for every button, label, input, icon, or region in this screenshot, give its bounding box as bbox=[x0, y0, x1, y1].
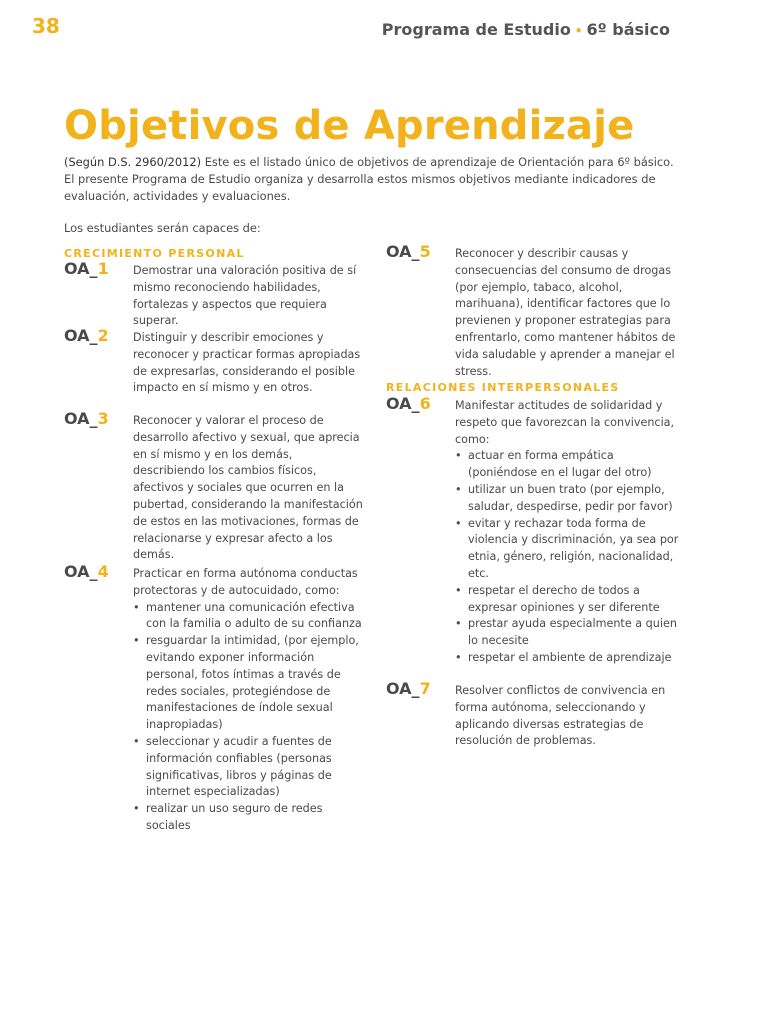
list-item: • seleccionar y acudir a fuentes de información confiables (personas significativas, libros y páginas de internet especializadas) bbox=[133, 734, 364, 801]
oa-code: OA_2 bbox=[64, 326, 109, 345]
oa-text: Distinguir y describir emociones y reconocer y practicar formas apropiadas de expresarlas, considerando el posible impacto en sí mismo y en otros. bbox=[133, 331, 361, 395]
oa-text: Demostrar una valoración positiva de sí mismo reconociendo habilidades, fortalezas y aspectos que requiera superar. bbox=[133, 264, 357, 328]
page-number: 38 bbox=[32, 14, 60, 38]
intro-reference: (Según D.S. 2960/2012) bbox=[64, 155, 202, 169]
oa-code: OA_5 bbox=[386, 242, 431, 261]
oa-text: Reconocer y valorar el proceso de desarrollo afectivo y sexual, que aprecia en sí mismo y en los demás, describiendo los cambios físicos, afectivos y sociales que ocurren en la pubertad, considerando la manifestación de estos en las motivaciones, formas de relacionarse y expresar afecto a los demás. bbox=[133, 414, 363, 562]
objective-oa2 bbox=[64, 326, 364, 397]
objective-oa6 bbox=[386, 394, 686, 667]
oa-code: OA_6 bbox=[386, 394, 431, 413]
oa-text: Manifestar actitudes de solidaridad y respeto que favorezcan la convivencia, como: bbox=[455, 399, 675, 446]
running-head bbox=[382, 20, 670, 39]
oa4-bullet-list bbox=[133, 600, 364, 835]
list-item: • actuar en forma empática (poniéndose en el lugar del otro) bbox=[455, 448, 686, 482]
objective-oa4 bbox=[64, 562, 364, 835]
separator-dot: • bbox=[574, 24, 583, 38]
list-item: • prestar ayuda especialmente a quien lo necesite bbox=[455, 616, 686, 650]
list-item: • resguardar la intimidad, (por ejemplo, evitando exponer información personal, fotos íntimas a través de redes sociales, protegiéndose de manifestaciones de índole sexual inapropiadas) bbox=[133, 633, 364, 734]
objective-oa1 bbox=[64, 259, 364, 330]
list-item: • mantener una comunicación efectiva con la familia o adulto de su confianza bbox=[133, 600, 364, 634]
list-item: • realizar un uso seguro de redes sociales bbox=[133, 801, 364, 835]
list-item: • utilizar un buen trato (por ejemplo, saludar, despedirse, pedir por favor) bbox=[455, 482, 686, 516]
page-title: Objetivos de Aprendizaje bbox=[64, 103, 635, 149]
objective-oa3 bbox=[64, 409, 364, 564]
oa-code: OA_7 bbox=[386, 679, 431, 698]
lead-sentence: Los estudiantes serán capaces de: bbox=[64, 221, 261, 235]
intro-paragraph bbox=[64, 154, 686, 205]
section-heading-personal: CRECIMIENTO PERSONAL bbox=[64, 247, 245, 260]
oa-text: Reconocer y describir causas y consecuencias del consumo de drogas (por ejemplo, tabaco, alcohol, marihuana), identificar factores que lo previenen y proponer estrategias para enfrentarlo, como mantener hábitos de vida saludable y aprender a manejar el stress. bbox=[455, 247, 676, 378]
list-item: • respetar el ambiente de aprendizaje bbox=[455, 650, 686, 667]
oa-code: OA_4 bbox=[64, 562, 109, 581]
intro-text: Este es el listado único de objetivos de aprendizaje de Orientación para 6º básico. El presente Programa de Estudio organiza y desarrolla estos mismos objetivos mediante indicadores de evaluación, actividades y evaluaciones. bbox=[64, 155, 674, 203]
program-name: Programa de Estudio bbox=[381, 20, 571, 39]
section-heading-interpersonal: RELACIONES INTERPERSONALES bbox=[386, 381, 620, 394]
oa-text: Resolver conflictos de convivencia en forma autónoma, seleccionando y aplicando diversas estrategias de resolución de problemas. bbox=[455, 684, 666, 748]
oa-text: Practicar en forma autónoma conductas protectoras y de autocuidado, como: bbox=[133, 567, 358, 597]
list-item: • respetar el derecho de todos a expresar opiniones y ser diferente bbox=[455, 583, 686, 617]
grade-label: 6º básico bbox=[586, 20, 670, 39]
objective-oa5 bbox=[386, 242, 686, 380]
list-item: • evitar y rechazar toda forma de violencia y discriminación, ya sea por etnia, género, religión, nacionalidad, etc. bbox=[455, 516, 686, 583]
oa-code: OA_3 bbox=[64, 409, 109, 428]
objective-oa7 bbox=[386, 679, 686, 750]
oa-code: OA_1 bbox=[64, 259, 109, 278]
oa6-bullet-list bbox=[455, 448, 686, 666]
